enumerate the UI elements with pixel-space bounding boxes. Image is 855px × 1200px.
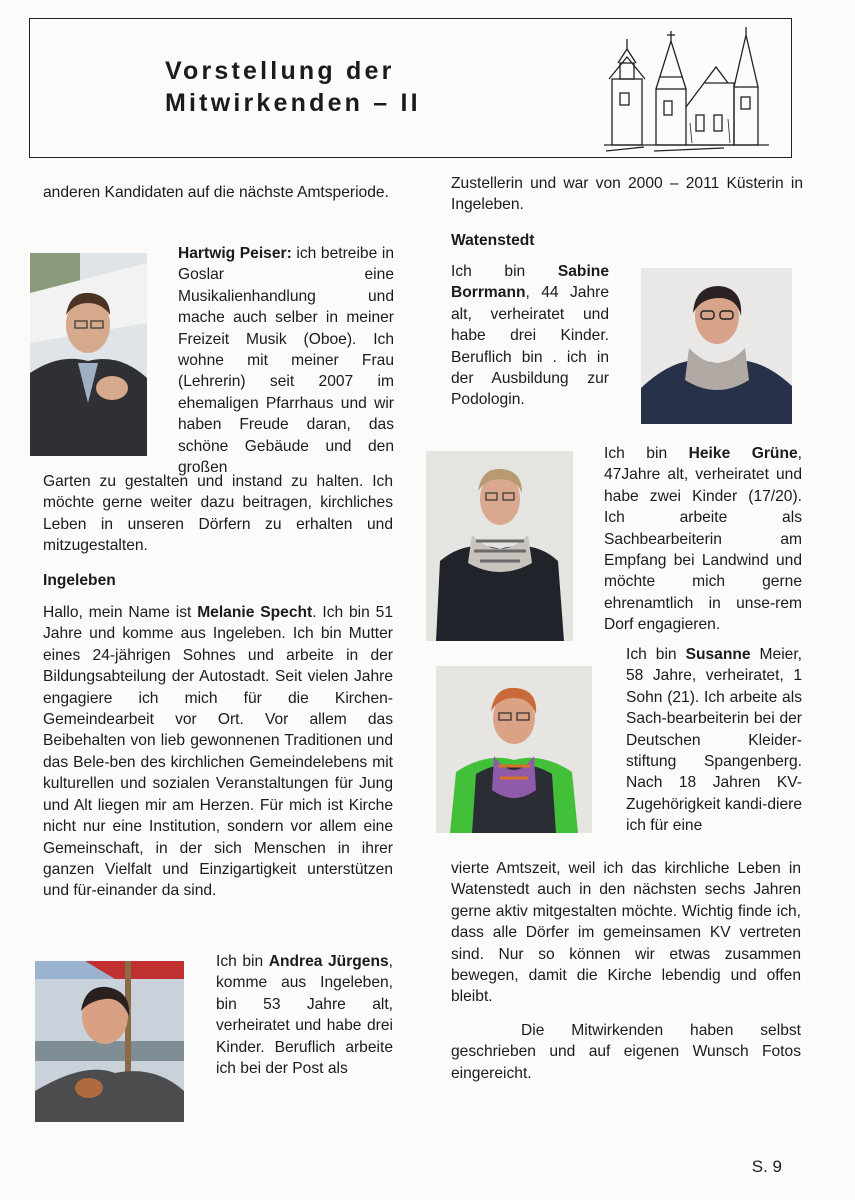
photo-susanne-meier	[436, 666, 592, 833]
susanne-text-block	[626, 644, 802, 837]
hartwig-text-block	[178, 243, 394, 478]
susanne-text-continued	[451, 858, 801, 1084]
photo-sabine-borrmann	[641, 268, 792, 424]
andrea-text-block	[216, 951, 393, 1079]
sabine-intro: Ich bin	[451, 263, 558, 280]
melanie-name: Melanie Specht	[197, 604, 313, 622]
melanie-intro: Hallo, mein Name ist	[43, 604, 198, 622]
photo-hartwig-peiser	[30, 253, 147, 456]
church-sketch-icon	[604, 27, 769, 152]
hartwig-name: Hartwig Peiser:	[178, 245, 292, 262]
andrea-name: Andrea Jürgens	[268, 953, 389, 970]
heike-text-block	[604, 443, 802, 636]
andrea-text: , komme aus Ingeleben, bin 53 Jahre alt, verheiratet und habe drei Kinder. Beruflich arbeite ich bei der Post als	[216, 953, 393, 1078]
continued-text: Zustellerin und war von 2000 – 2011 Küsterin in Ingeleben.	[451, 175, 803, 214]
susanne-text-a: Meier, 58 Jahre, verheiratet, 1 Sohn (21). Ich arbeite als Sach-bearbeiterin bei der Deutschen Kleider-stiftung Spangenberg. Nach 18 Jahren KV-Zugehörigkeit kandi-diere ich für eine	[626, 646, 802, 835]
heike-paragraph	[604, 443, 802, 636]
closing-note: Die Mitwirkenden haben selbst geschrieben und auf eigenen Wunsch Fotos eingereicht.	[451, 1021, 801, 1082]
left-column	[43, 182, 393, 203]
susanne-intro: Ich bin	[626, 646, 686, 663]
heike-text: , 47Jahre alt, verheiratet und habe zwei Kinder (17/20). Ich arbeite als Sachbearbeiterin am Empfang bei Landwind und möchte mich gerne ehrenamtlich in unse-rem Dorf engagieren.	[604, 445, 802, 634]
title-line-1: Vorstellung der	[165, 57, 395, 85]
andrea-intro: Ich bin	[216, 953, 269, 970]
susanne-paragraph-b: vierte Amtszeit, weil ich das kirchliche Leben in Watenstedt auch in den nächsten sechs Jahren gerne aktiv mitgestalten möchte. Wichtig finde ich, dass alle Dörfer im gemeinsamen KV vertreten sind. Nur so können wir etwas zusammen bewegen, damit die Kirche lebendig und offen bleibt.	[451, 860, 801, 1006]
hartwig-text-a: ich betreibe in Goslar eine Musikalienhandlung und mache auch selber in meiner Freizeit Musik (Oboe). Ich wohne mit meiner Frau (Lehrerin) seit 2007 im ehemaligen Pfarrhaus und wir haben Freude daran, das schöne Gebäude und den großen	[178, 245, 395, 477]
heike-intro: Ich bin	[604, 445, 689, 462]
hartwig-paragraph-b: Garten zu gestalten und instand zu halten. Ich möchte gerne weiter dazu beitragen, kirchliches Leben in unseren Dörfern zu erhalten und mitzugestalten.	[43, 473, 393, 555]
photo-andrea-juergens	[35, 961, 184, 1122]
ingeleben-heading: Ingeleben	[43, 571, 116, 589]
melanie-paragraph	[43, 602, 393, 902]
watenstedt-heading: Watenstedt	[451, 231, 535, 249]
title-line-2: Mitwirkenden – II	[165, 89, 421, 117]
hartwig-paragraph-a	[178, 243, 394, 478]
right-column-top	[451, 173, 803, 251]
hartwig-text-continued	[43, 471, 393, 902]
page-number: S. 9	[751, 1157, 782, 1176]
page-title	[165, 55, 421, 119]
susanne-name: Susanne	[685, 646, 751, 663]
sabine-name: Sabine Borrmann	[451, 263, 609, 302]
header-box	[29, 18, 792, 158]
andrea-paragraph	[216, 951, 393, 1079]
sabine-paragraph	[451, 261, 609, 411]
sabine-text-block	[451, 261, 609, 411]
heike-name: Heike Grüne	[688, 445, 798, 462]
photo-heike-gruene	[426, 451, 573, 641]
susanne-paragraph-a	[626, 644, 802, 837]
melanie-text: . Ich bin 51 Jahre und komme aus Ingeleben. Ich bin Mutter eines 24-jährigen Sohnes und arbeite in der Bildungsabteilung der Autostadt. Seit vielen Jahre engagiere ich mich für die Kirchen-Gemeindearbeit vor Ort. Vor allem das Beibehalten von lieb gewonnenen Traditionen und das Bele-ben des kirchlichen Gemeindelebens mit kulturellen und sozialen Veranstaltungen für Jung und Alt liegen mir am Herzen. Für mich ist Kirche nicht nur eine Institution, sondern vor allem eine Gemeinschaft, in der sich Menschen in ihrer ganzen Vielfalt und Einzigartigkeit unterstützen und für-einander da sind.	[43, 604, 393, 900]
intro-text: anderen Kandidaten auf die nächste Amtsperiode.	[43, 184, 389, 201]
sabine-text: , 44 Jahre alt, verheiratet und habe drei Kinder. Beruflich bin . ich in der Ausbildung zur Podologin.	[451, 284, 609, 409]
